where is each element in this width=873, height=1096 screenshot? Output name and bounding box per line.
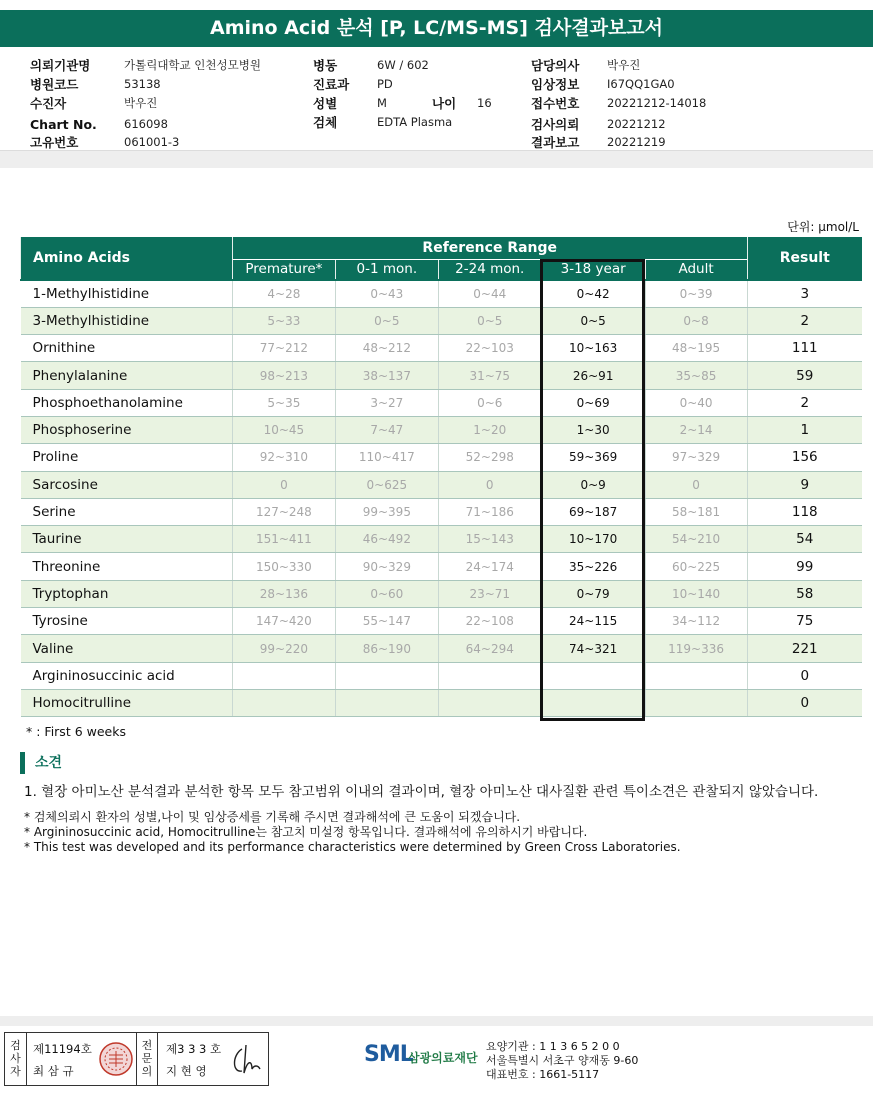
reference-range-cell: 86~190 [335,635,438,662]
info-field-value: I67QQ1GA0 [607,77,675,91]
info-field [531,56,641,75]
lab-phone: 대표번호 : 1661-5117 [486,1068,600,1081]
reference-range-cell [335,662,438,689]
amino-acid-name: Sarcosine [21,471,233,498]
amino-acid-name: Phosphoserine [21,416,233,443]
header-range-0: Premature* [232,259,335,280]
tester-label: 검사자 [5,1033,27,1085]
reference-range-cell: 90~329 [335,553,438,580]
result-cell: 99 [747,553,862,580]
amino-acid-name: Phenylalanine [21,362,233,389]
table-row [21,416,863,443]
info-field-value: 6W / 602 [377,58,429,72]
reference-range-cell: 0~40 [645,389,747,416]
info-field-label: Chart No. [30,117,97,132]
info-age-label: 나이 [432,96,457,111]
reference-range-cell: 35~226 [541,553,645,580]
reference-range-cell: 92~310 [232,444,335,471]
info-field-label: 병원코드 [30,77,79,92]
reference-range-cell: 77~212 [232,335,335,362]
reference-range-cell [645,689,747,716]
reference-range-cell: 5~35 [232,389,335,416]
remark-text: 1. 혈장 아미노산 분석결과 분석한 항목 모두 참고범위 이내의 결과이며, 혈장 아미노산 대사질환 관련 특이소견은 관찰되지 않았습니다. [24,784,819,800]
table-row [21,280,863,307]
header-range-1: 0-1 mon. [335,259,438,280]
result-cell: 2 [747,307,862,334]
specialist-name: 지 현 영 [166,1064,207,1078]
reference-range-cell: 10~170 [541,526,645,553]
result-cell: 2 [747,389,862,416]
reference-range-cell: 99~220 [232,635,335,662]
info-field-value: 20221212 [607,117,666,131]
reference-range-cell: 24~174 [438,553,541,580]
amino-acid-name: Tyrosine [21,608,233,635]
result-cell: 111 [747,335,862,362]
reference-range-cell: 119~336 [645,635,747,662]
reference-range-cell: 15~143 [438,526,541,553]
patient-info [0,56,873,150]
reference-range-cell: 31~75 [438,362,541,389]
reference-range-cell: 151~411 [232,526,335,553]
table-row [21,689,863,716]
reference-range-cell: 60~225 [645,553,747,580]
specialist-number: 제3 3 3 호 [166,1042,222,1056]
reference-range-cell [541,689,645,716]
result-cell: 3 [747,280,862,307]
info-field-label: 검체 [313,115,338,130]
reference-range-cell: 1~20 [438,416,541,443]
reference-range-cell: 74~321 [541,635,645,662]
header-result: Result [747,237,862,280]
result-cell: 58 [747,580,862,607]
remark-heading: 소견 [20,752,62,774]
tester-number: 제11194호 [33,1042,92,1056]
result-cell: 0 [747,662,862,689]
info-field [30,115,168,134]
table-row [21,335,863,362]
reference-range-cell: 98~213 [232,362,335,389]
reference-range-cell: 97~329 [645,444,747,471]
table-row [21,471,863,498]
table-row [21,307,863,334]
table-row [21,362,863,389]
info-field [531,115,666,134]
reference-range-cell: 22~103 [438,335,541,362]
result-cell: 221 [747,635,862,662]
reference-range-cell: 7~47 [335,416,438,443]
reference-range-cell: 1~30 [541,416,645,443]
info-field-value: EDTA Plasma [377,115,453,129]
reference-range-cell: 2~14 [645,416,747,443]
lab-name: 삼광의료재단 [408,1051,478,1065]
reference-range-cell: 54~210 [645,526,747,553]
reference-range-cell: 69~187 [541,498,645,525]
amino-acid-table [20,237,862,717]
amino-acid-name: 3-Methylhistidine [21,307,233,334]
info-field-value: M [377,96,387,110]
info-field-value: 박우진 [124,96,158,110]
reference-range-cell: 0~625 [335,471,438,498]
info-age [432,94,492,113]
table-row [21,553,863,580]
reference-range-cell: 0~9 [541,471,645,498]
reference-range-cell: 48~212 [335,335,438,362]
reference-range-cell: 0~5 [438,307,541,334]
amino-acid-name: Proline [21,444,233,471]
table-row [21,662,863,689]
info-field-value: PD [377,77,393,91]
info-field-value: 616098 [124,117,168,131]
info-age-value: 16 [477,96,492,110]
reference-range-cell: 0~5 [541,307,645,334]
table-row [21,635,863,662]
note-item: * Argininosuccinic acid, Homocitrulline는 참고치 미설정 항목입니다. 결과해석에 유의하시기 바랍니다. [24,825,588,839]
header-range-4: Adult [645,259,747,280]
reference-range-cell: 127~248 [232,498,335,525]
reference-range-cell: 46~492 [335,526,438,553]
note-item: * 검체의뢰시 환자의 성별,나이 및 임상증세를 기록해 주시면 결과해석에 큰 도움이 되겠습니다. [24,810,521,824]
info-field [30,75,161,94]
info-field-label: 결과보고 [531,135,580,150]
amino-acid-name: Serine [21,498,233,525]
reference-range-cell: 0~39 [645,280,747,307]
info-field-value: 가톨릭대학교 인천성모병원 [124,58,261,72]
reference-range-cell: 0~60 [335,580,438,607]
reference-range-cell: 0~5 [335,307,438,334]
amino-acid-name: Homocitrulline [21,689,233,716]
reference-range-cell [438,689,541,716]
specialist-label: 전문의 [136,1033,158,1085]
info-field-value: 53138 [124,77,161,91]
info-field-label: 진료과 [313,77,350,92]
reference-range-cell: 71~186 [438,498,541,525]
table-row [21,498,863,525]
reference-range-cell [438,662,541,689]
reference-range-cell: 0 [232,471,335,498]
info-field-label: 접수번호 [531,96,580,111]
reference-range-cell: 4~28 [232,280,335,307]
result-cell: 156 [747,444,862,471]
amino-acid-name: Tryptophan [21,580,233,607]
reference-range-cell: 52~298 [438,444,541,471]
reference-range-cell: 3~27 [335,389,438,416]
reference-range-cell: 0~43 [335,280,438,307]
result-cell: 9 [747,471,862,498]
table-row [21,444,863,471]
note-item: * This test was developed and its performance characteristics were determined by Green Cross Laboratories. [24,840,681,854]
amino-acid-name: Taurine [21,526,233,553]
lab-code: 요양기관 : 1 1 3 6 5 2 0 0 [486,1040,620,1053]
amino-acid-name: Argininosuccinic acid [21,662,233,689]
notes [24,810,681,855]
info-field-value: 박우진 [607,58,641,72]
reference-range-cell [232,662,335,689]
info-field [531,75,675,94]
signature-box [4,1032,269,1086]
result-cell: 75 [747,608,862,635]
reference-range-cell: 22~108 [438,608,541,635]
reference-range-cell: 34~112 [645,608,747,635]
header-range-2: 2-24 mon. [438,259,541,280]
info-field-label: 검사의뢰 [531,117,580,132]
reference-range-cell [232,689,335,716]
tester-name: 최 삼 규 [33,1064,74,1078]
reference-range-cell: 10~140 [645,580,747,607]
reference-range-cell: 24~115 [541,608,645,635]
reference-range-cell [335,689,438,716]
table-row [21,580,863,607]
unit-label: 단위: μmol/L [787,220,859,234]
reference-range-cell: 64~294 [438,635,541,662]
amino-acid-name: Threonine [21,553,233,580]
header-range-3: 3-18 year [541,259,645,280]
info-field [30,94,158,113]
reference-range-cell [645,662,747,689]
reference-range-cell: 26~91 [541,362,645,389]
reference-range-cell: 0~8 [645,307,747,334]
info-field-value: 20221219 [607,135,666,149]
footnote: * : First 6 weeks [26,724,126,739]
info-field-label: 수진자 [30,96,67,111]
result-cell: 54 [747,526,862,553]
info-field-label: 임상정보 [531,77,580,92]
table-row [21,526,863,553]
reference-range-cell: 99~395 [335,498,438,525]
info-field-value: 061001-3 [124,135,180,149]
reference-range-cell: 0~79 [541,580,645,607]
amino-acid-name: Ornithine [21,335,233,362]
info-field [313,113,453,132]
info-field-label: 담당의사 [531,58,580,73]
info-field [30,56,261,75]
info-field-value: 20221212-14018 [607,96,707,110]
info-field-label: 병동 [313,58,338,73]
reference-range-cell: 147~420 [232,608,335,635]
reference-range-cell: 5~33 [232,307,335,334]
info-field [313,94,387,113]
result-cell: 1 [747,416,862,443]
info-field [313,56,429,75]
info-field [313,75,393,94]
result-cell: 0 [747,689,862,716]
reference-range-cell: 0~69 [541,389,645,416]
reference-range-cell: 10~45 [232,416,335,443]
amino-acid-name: 1-Methylhistidine [21,280,233,307]
reference-range-cell: 150~330 [232,553,335,580]
section-divider [0,150,873,168]
reference-range-cell: 48~195 [645,335,747,362]
reference-range-cell: 0~44 [438,280,541,307]
info-field-label: 고유번호 [30,135,79,150]
header-amino-acids: Amino Acids [21,237,233,280]
table-row [21,389,863,416]
specialist-signature-icon [228,1039,268,1079]
amino-acid-name: Phosphoethanolamine [21,389,233,416]
reference-range-cell: 28~136 [232,580,335,607]
reference-range-cell: 58~181 [645,498,747,525]
reference-range-cell: 23~71 [438,580,541,607]
reference-range-cell: 38~137 [335,362,438,389]
info-field-label: 의뢰기관명 [30,58,91,73]
result-cell: 59 [747,362,862,389]
tester-seal-icon [97,1039,135,1079]
reference-range-cell: 10~163 [541,335,645,362]
reference-range-cell: 0~42 [541,280,645,307]
table-row [21,608,863,635]
result-cell: 118 [747,498,862,525]
report-title: Amino Acid 분석 [P, LC/MS-MS] 검사결과보고서 [0,10,873,47]
reference-range-cell: 59~369 [541,444,645,471]
header-reference-range: Reference Range [232,237,747,259]
info-field-label: 성별 [313,96,338,111]
reference-range-cell: 0 [438,471,541,498]
lab-address: 서울특별시 서초구 양재동 9-60 [486,1054,639,1067]
reference-range-cell: 0 [645,471,747,498]
reference-range-cell: 55~147 [335,608,438,635]
reference-range-cell: 110~417 [335,444,438,471]
reference-range-cell [541,662,645,689]
footer-divider [0,1016,873,1026]
info-field [531,94,707,113]
sml-logo: SML [364,1042,413,1067]
reference-range-cell: 0~6 [438,389,541,416]
amino-acid-name: Valine [21,635,233,662]
reference-range-cell: 35~85 [645,362,747,389]
